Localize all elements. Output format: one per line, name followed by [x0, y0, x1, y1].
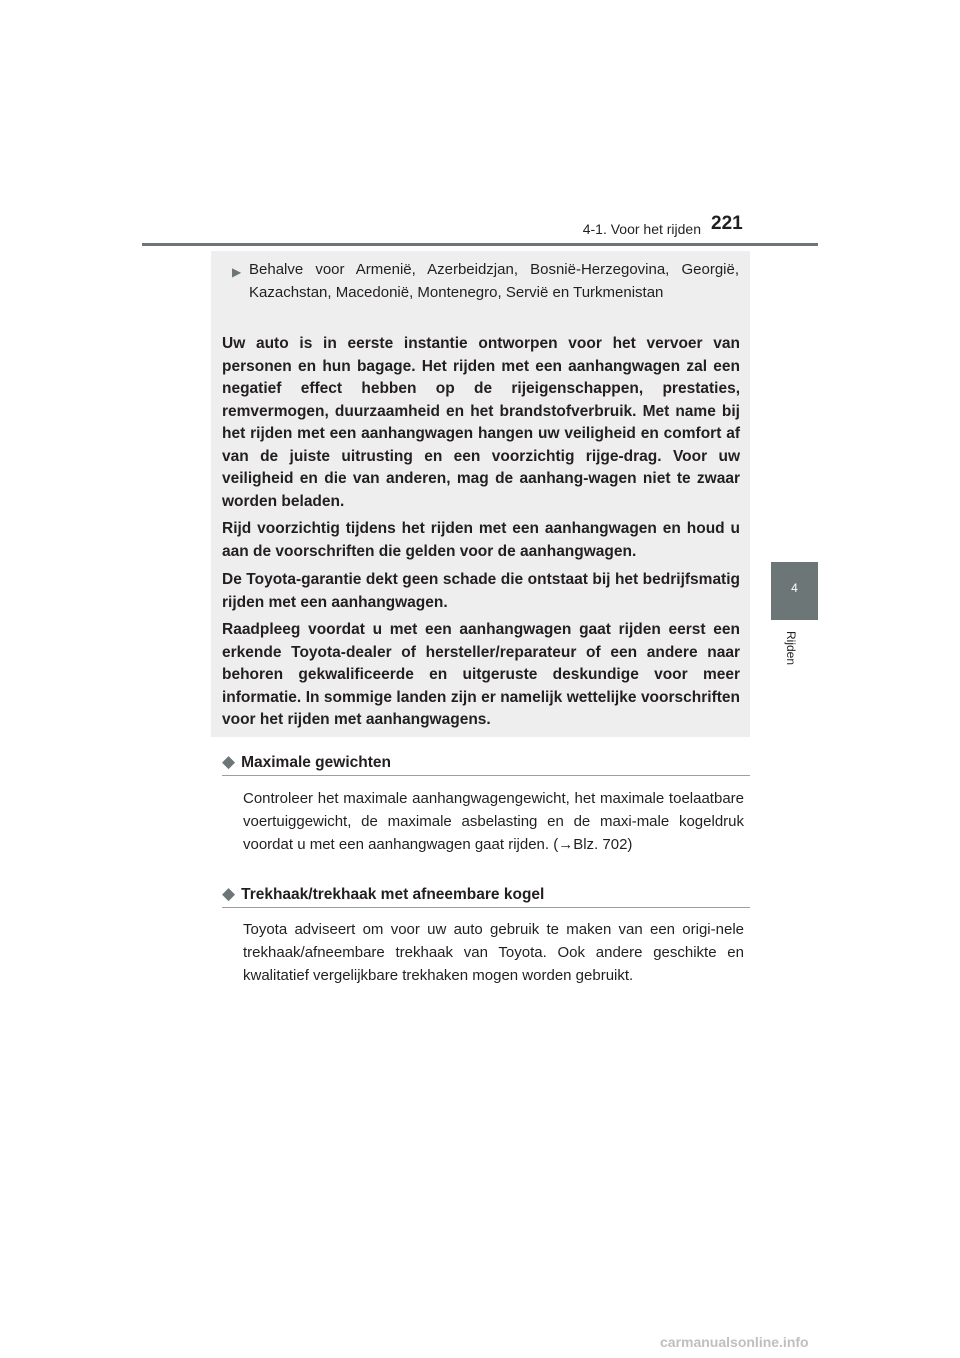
diamond-icon: ◆ — [222, 752, 236, 771]
watermark: carmanualsonline.info — [660, 1334, 809, 1350]
section-heading-max-weights — [222, 752, 391, 772]
box-paragraph-2: Rijd voorzichtig tijdens het rijden met een aanhangwagen en houd u aan de voorschriften die gelden voor de aanhangwagen. — [222, 520, 740, 560]
chapter-tab-number: 4 — [791, 581, 798, 595]
page-number: 221 — [711, 213, 743, 234]
section-rule — [222, 775, 750, 776]
section-body-towbar: Toyota adviseert om voor uw auto gebruik te maken van een origi-nele trekhaak/afneembare trekhaak van Toyota. Ook andere geschikte en kwalitatief vergelijkbare trekhaken mogen worden gebruikt. — [243, 921, 744, 984]
section-heading-towbar — [222, 884, 544, 904]
section-rule — [222, 907, 750, 908]
diamond-icon: ◆ — [222, 884, 236, 903]
section-body-max-weights: Controleer het maximale aanhangwagengewicht, het maximale toelaatbare voertuiggewicht, de maximale asbelasting en de maxi-male kogeldruk voordat u met een aanhangwagen gaat rijden. (→Blz. 702) — [243, 790, 744, 853]
chapter-tab-label: Rijden — [784, 631, 798, 666]
chapter-tab — [771, 562, 818, 620]
bullet-text: Behalve voor Armenië, Azerbeidzjan, Bosnië-Herzegovina, Georgië, Kazachstan, Macedonië, Montenegro, Servië en Turkmenistan — [249, 261, 739, 301]
header-rule — [142, 243, 818, 246]
section-heading-text: Trekhaak/trekhaak met afneembare kogel — [241, 886, 545, 903]
box-paragraph-1: Uw auto is in eerste instantie ontworpen voor het vervoer van personen en hun bagage. Het rijden met een aanhangwagen zal een negatief effect hebben op de rijeigenschappen, prestaties, remvermogen, duurzaamheid en het brandstofverbruik. Met name bij het rijden met een aanhangwagen hangen uw veiligheid en comfort af van de juiste uitrusting en een voorzichtig rijge-drag. Voor uw veiligheid en die van anderen, mag de aanhang-wagen niet te zwaar worden beladen. — [222, 335, 740, 510]
header-section-title: 4-1. Voor het rijden — [582, 221, 701, 237]
box-paragraph-4: Raadpleeg voordat u met een aanhangwagen gaat rijden eerst een erkende Toyota-dealer of hersteller/reparateur of een andere naar behoren gekwalificeerde en uitgeruste deskundige voor meer informatie. In sommige landen zijn er namelijk wettelijke voorschriften voor het rijden met aanhangwagens. — [222, 621, 740, 728]
box-paragraph-3: De Toyota-garantie dekt geen schade die ontstaat bij het bedrijfsmatig rijden met een aanhangwagen. — [222, 571, 740, 611]
triangle-right-icon: ▶ — [232, 265, 242, 279]
section-heading-text: Maximale gewichten — [241, 754, 391, 771]
